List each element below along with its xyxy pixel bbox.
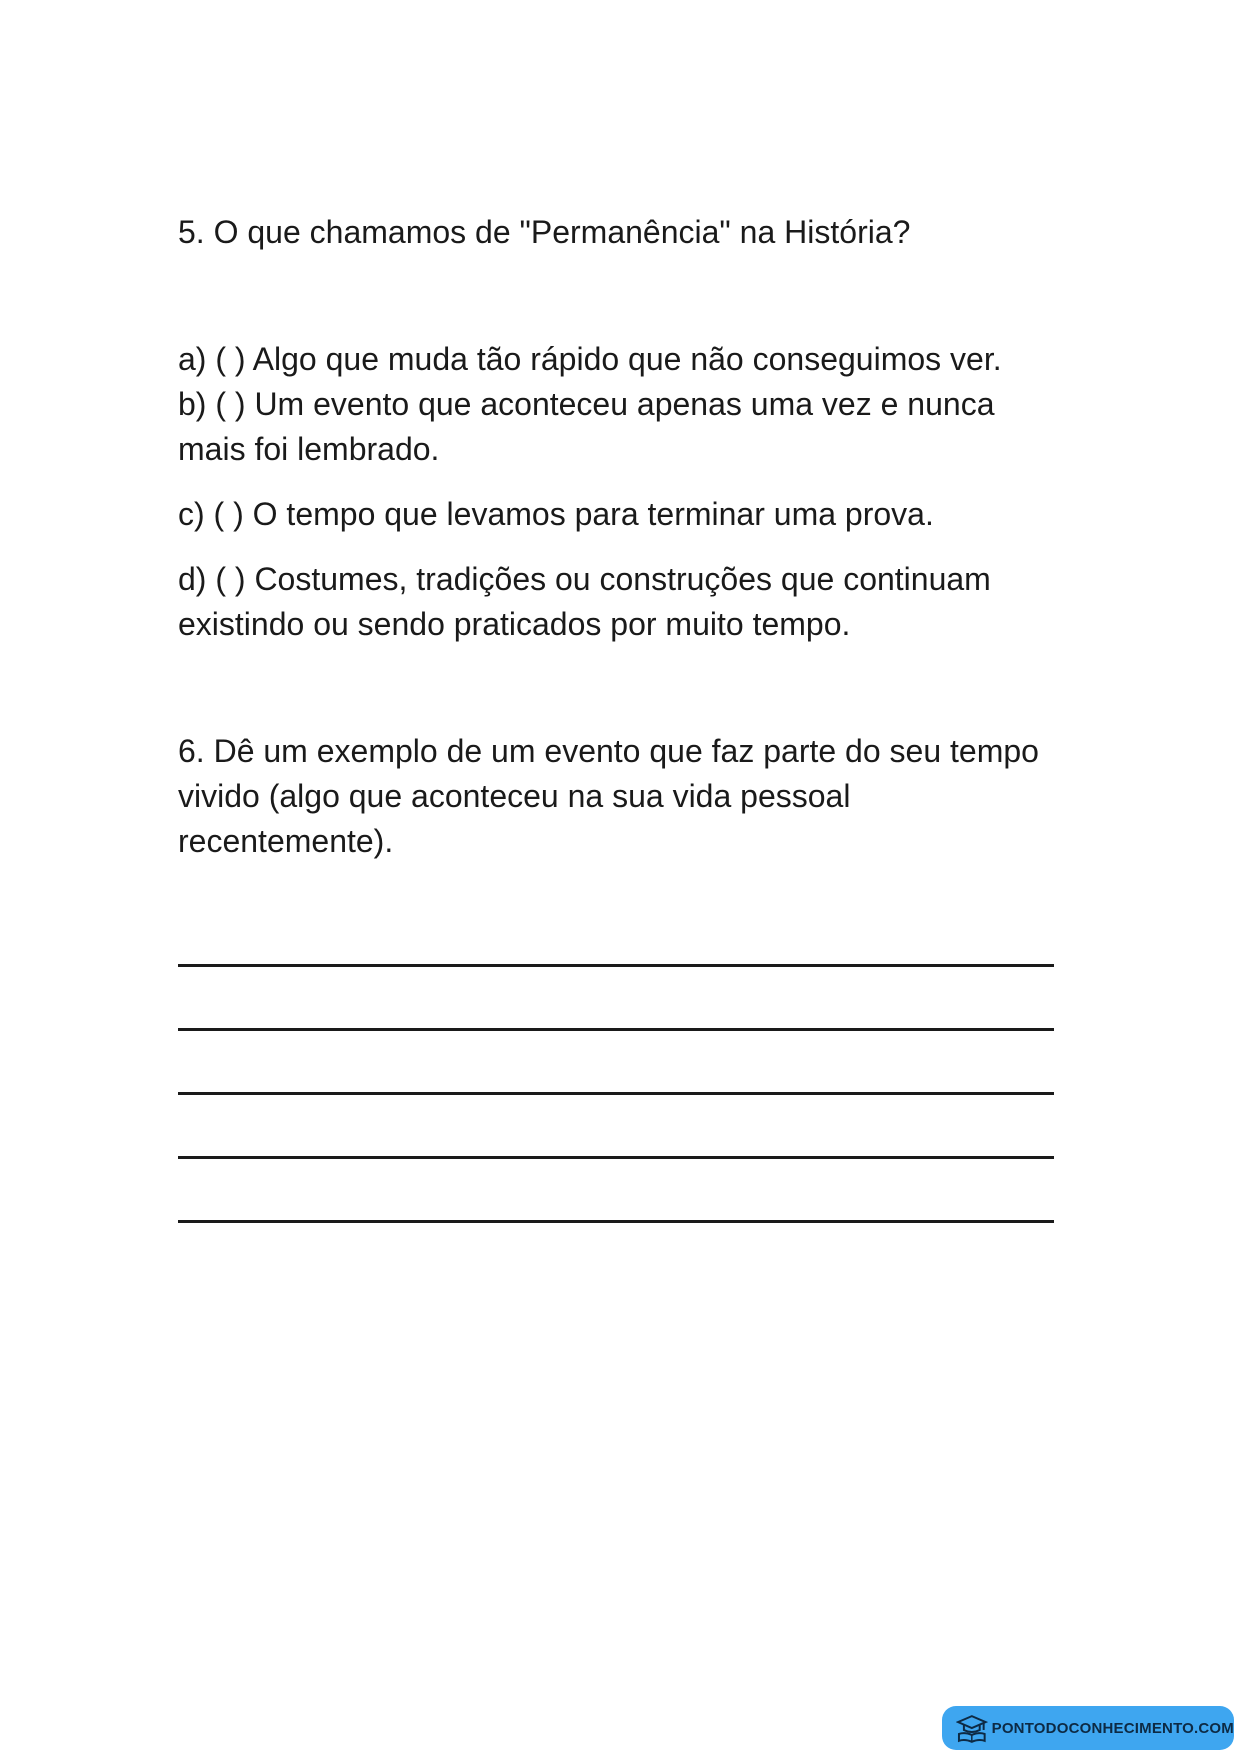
answer-line (178, 1028, 1054, 1031)
footer-logo-text: PONTODOCONHECIMENTO.COM (991, 1719, 1234, 1737)
question-5-text: 5. O que chamamos de "Permanência" na História? (178, 214, 911, 250)
answer-line (178, 1220, 1054, 1223)
answer-line (178, 1092, 1054, 1095)
option-d: d) ( ) Costumes, tradições ou construções que continuam existindo ou sendo praticados por muito tempo. (178, 561, 991, 642)
graduation-cap-book-icon (956, 1713, 988, 1743)
question-6-text: 6. Dê um exemplo de um evento que faz parte do seu tempo vivido (algo que aconteceu na sua vida pessoal recentemente). (178, 733, 1039, 859)
footer-logo-badge (942, 1706, 1234, 1750)
question-5-options (178, 337, 1058, 647)
answer-lines (178, 964, 1054, 1223)
answer-line (178, 964, 1054, 967)
answer-line (178, 1156, 1054, 1159)
worksheet-content (178, 210, 1058, 1223)
option-c: c) ( ) O tempo que levamos para terminar uma prova. (178, 496, 934, 532)
option-a: a) ( ) Algo que muda tão rápido que não conseguimos ver. (178, 341, 1002, 377)
option-b: b) ( ) Um evento que aconteceu apenas uma vez e nunca mais foi lembrado. (178, 386, 995, 467)
